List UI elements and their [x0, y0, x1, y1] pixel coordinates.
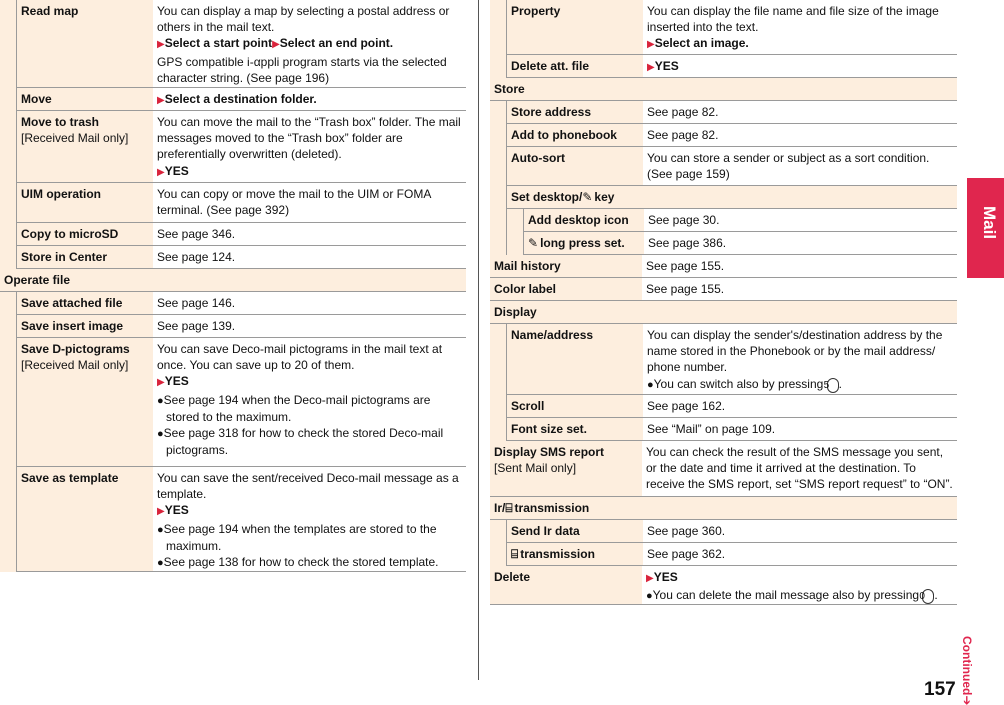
option-description	[643, 395, 957, 417]
option-label	[507, 395, 643, 417]
option-name: Name/address	[511, 328, 594, 342]
option-label	[507, 324, 643, 394]
option-label	[507, 520, 643, 542]
bullet-text: You can switch also by pressing	[653, 376, 824, 391]
action-text: YES	[653, 570, 678, 584]
bullet-icon: ●	[646, 590, 653, 603]
section-set-desktop	[507, 186, 957, 209]
table-row	[507, 124, 957, 147]
option-note: [Received Mail only]	[21, 131, 129, 146]
option-label	[507, 124, 643, 146]
description-text: You can save the sent/received Deco-mail message as a template.	[157, 471, 459, 502]
table-row	[490, 278, 957, 301]
option-description	[642, 566, 957, 604]
option-label	[17, 292, 153, 314]
option-description	[153, 88, 466, 110]
option-description	[643, 324, 957, 394]
option-description	[643, 55, 957, 77]
bullet-icon: ●	[157, 428, 164, 441]
option-description	[643, 101, 957, 123]
option-name: Move	[21, 92, 52, 106]
action-text: YES	[164, 163, 189, 178]
description-text: See page 139.	[157, 319, 236, 333]
description-text: See page 360.	[647, 524, 726, 538]
option-description	[644, 209, 957, 231]
option-name: Property	[511, 4, 561, 18]
description-text: See page 82.	[647, 128, 719, 142]
option-label	[507, 101, 643, 123]
section-title: Display	[494, 305, 537, 319]
bullet-text: You can delete the mail message also by pressing	[652, 588, 920, 603]
table-row	[17, 183, 466, 223]
group-rows	[507, 520, 957, 566]
option-name: UIM operation	[21, 187, 101, 201]
group-indent	[0, 292, 17, 572]
infrared-icon: ⌸	[505, 501, 513, 515]
action-step	[157, 373, 462, 391]
table-row	[490, 566, 957, 605]
option-group	[0, 292, 466, 572]
action-step	[647, 58, 953, 76]
description-text: You can save Deco-mail pictograms in the mail text at once. You can save up to 20 of them.	[157, 342, 443, 373]
option-name: Scroll	[511, 399, 545, 413]
option-description	[153, 0, 466, 87]
group-rows	[507, 101, 957, 255]
option-name: Auto-sort	[511, 151, 565, 165]
group-rows	[17, 0, 466, 269]
option-group	[490, 324, 957, 441]
triangle-icon: ▶	[157, 39, 165, 51]
triangle-icon: ▶	[157, 506, 165, 518]
option-note: [Sent Mail only]	[494, 461, 577, 476]
group-rows	[17, 292, 466, 572]
section-title-suffix: key	[594, 190, 615, 204]
description-text: See page 162.	[647, 399, 726, 413]
option-name: Save insert image	[21, 319, 124, 333]
option-name: Store in Center	[21, 250, 108, 264]
bullet-icon: ●	[157, 394, 164, 407]
option-label	[17, 0, 153, 87]
description-text: See page 30.	[648, 213, 720, 227]
option-label	[524, 209, 644, 231]
key-icon: 5	[827, 378, 839, 393]
table-row	[490, 441, 957, 497]
bullet-note	[157, 554, 462, 571]
table-row	[507, 147, 957, 186]
group-indent	[0, 0, 17, 269]
table-row	[17, 0, 466, 88]
option-description	[643, 147, 957, 185]
option-name: Color label	[494, 282, 557, 296]
table-row	[17, 246, 466, 269]
action-text: YES	[654, 59, 679, 73]
continued-text: Continued	[960, 636, 974, 696]
table-row	[524, 232, 957, 255]
description-text: See page 146.	[157, 296, 236, 310]
description-text: You can display the sender's/destination address by the name stored in the Phonebook or by the mail address/ phone number.	[647, 328, 943, 375]
column-divider	[478, 0, 479, 680]
store-group	[490, 101, 957, 255]
option-name: Read map	[21, 4, 79, 18]
option-label	[507, 0, 643, 54]
description-text: GPS compatible i-αppli program starts via the selected character string. (See page 196)	[157, 54, 447, 85]
bullet-note	[157, 425, 462, 458]
option-description	[643, 0, 957, 54]
left-column	[0, 0, 466, 572]
option-label	[524, 232, 644, 254]
option-description	[644, 232, 957, 254]
bullet-icon: ●	[157, 523, 164, 536]
triangle-icon: ▶	[646, 573, 654, 584]
option-description	[642, 441, 957, 496]
table-row	[17, 223, 466, 246]
option-name: Move to trash	[21, 115, 100, 129]
option-description	[153, 223, 466, 245]
description-text: See page 82.	[647, 105, 719, 119]
table-row	[17, 111, 466, 183]
page-number: 157	[924, 679, 956, 700]
option-description	[643, 124, 957, 146]
option-name: Display SMS report	[494, 445, 605, 459]
option-label	[507, 147, 643, 185]
triangle-icon: ▶	[272, 39, 280, 51]
action-step	[647, 35, 953, 53]
bullet-text: See page 194 when the Deco-mail pictograms are stored to the maximum.	[163, 392, 431, 424]
triangle-icon: ▶	[647, 62, 655, 73]
table-row	[507, 0, 957, 55]
option-label	[17, 315, 153, 337]
option-name: long press set.	[540, 236, 625, 250]
option-label	[17, 467, 153, 571]
triangle-icon: ▶	[647, 39, 655, 51]
description-text: You can move the mail to the “Trash box” folder. The mail messages moved to the “Trash box” folder are preferentially overwritten (deleted).	[157, 115, 461, 162]
option-description	[642, 278, 957, 300]
option-name: Delete att. file	[511, 59, 590, 73]
option-name: Mail history	[494, 259, 561, 273]
option-name: Send Ir data	[511, 524, 580, 538]
group-indent	[490, 324, 507, 441]
triangle-icon: ▶	[157, 95, 165, 106]
option-name: Save D-pictograms	[21, 342, 130, 356]
triangle-icon: ▶	[157, 166, 165, 178]
bullet-icon: ●	[157, 557, 164, 570]
description-text: You can store a sender or subject as a sort condition. (See page 159)	[647, 151, 930, 182]
section-display	[490, 301, 957, 324]
description-text: You can copy or move the mail to the UIM or FOMA terminal. (See page 392)	[157, 187, 431, 218]
arrow-icon: ➔	[960, 695, 974, 705]
option-name: Copy to microSD	[21, 227, 119, 241]
section-operate-file	[0, 269, 466, 292]
option-group	[490, 520, 957, 566]
table-row	[490, 255, 957, 278]
option-description	[642, 255, 957, 277]
description-text: See page 155.	[646, 282, 725, 296]
group-rows	[507, 324, 957, 441]
section-ir-transmission	[490, 497, 957, 520]
pen-key-icon: ✎	[582, 190, 593, 204]
option-name: Store address	[511, 105, 592, 119]
section-title: Store	[494, 82, 525, 96]
option-name: Font size set.	[511, 422, 588, 436]
option-label	[490, 255, 642, 277]
table-row	[17, 467, 466, 572]
bullet-text: See page 138 for how to check the stored template.	[163, 555, 439, 570]
table-row	[524, 209, 957, 232]
action-text: Select an end point.	[279, 36, 394, 51]
option-label	[17, 223, 153, 245]
group-indent	[490, 101, 507, 255]
table-row	[507, 324, 957, 395]
description-text: You can check the result of the SMS message you sent, or the date and time it arrived at the destination. To receive the SMS report, set “SMS report request” to “ON”.	[646, 445, 953, 492]
action-step	[157, 91, 462, 109]
option-label	[490, 566, 642, 604]
right-column	[490, 0, 957, 605]
group-indent	[507, 209, 524, 255]
description-text: See “Mail” on page 109.	[647, 422, 776, 436]
option-label	[17, 88, 153, 110]
section-title: Ir/	[494, 501, 506, 515]
action-text: YES	[164, 503, 189, 518]
description-text: See page 346.	[157, 227, 236, 241]
table-row	[17, 88, 466, 111]
action-text: Select a start point	[164, 36, 273, 51]
option-description	[153, 315, 466, 337]
action-step	[157, 35, 462, 53]
table-row	[507, 418, 957, 441]
continued-label	[960, 636, 974, 705]
option-description	[643, 418, 957, 440]
option-label	[17, 338, 153, 466]
option-description	[153, 246, 466, 268]
section-title: Operate file	[4, 273, 71, 287]
option-name: Save attached file	[21, 296, 123, 310]
table-row	[507, 543, 957, 566]
pen-key-icon: ✎	[528, 236, 539, 250]
section-store	[490, 78, 957, 101]
option-label	[17, 246, 153, 268]
option-name: Save as template	[21, 471, 119, 485]
infrared-icon: ⌸	[511, 547, 519, 561]
section-tab-label: Mail	[980, 206, 999, 240]
option-description	[643, 543, 957, 565]
desktop-group	[507, 209, 957, 255]
group-indent	[490, 0, 507, 78]
triangle-icon: ▶	[157, 377, 165, 389]
table-row	[17, 292, 466, 315]
description-text: See page 386.	[648, 236, 727, 250]
table-row	[507, 55, 957, 78]
bullet-text: See page 194 when the templates are stored to the maximum.	[163, 521, 437, 553]
option-group	[490, 0, 957, 78]
option-name: Add desktop icon	[528, 213, 629, 227]
action-step	[157, 163, 462, 181]
description-text: You can display the file name and file size of the image inserted into the text.	[647, 4, 939, 35]
option-label	[17, 111, 153, 182]
bullet-note: ●You can delete the mail message also by pressing 0 .	[646, 588, 938, 603]
table-row	[507, 101, 957, 124]
option-label	[490, 278, 642, 300]
option-name: Add to phonebook	[511, 128, 617, 142]
bullet-note: ●You can switch also by pressing 5 .	[647, 376, 842, 391]
option-group	[0, 0, 466, 269]
table-row	[507, 520, 957, 543]
action-text: YES	[164, 374, 189, 389]
bullet-note	[157, 392, 462, 425]
key-icon: 0	[922, 589, 934, 604]
section-title: Set desktop/	[511, 190, 583, 204]
action-step	[157, 502, 462, 520]
table-row	[17, 338, 466, 467]
option-label	[507, 55, 643, 77]
option-label	[17, 183, 153, 222]
bullet-icon: ●	[647, 378, 654, 391]
action-text: Select a destination folder.	[164, 92, 317, 106]
option-label	[507, 418, 643, 440]
option-description	[153, 111, 466, 182]
group-indent	[490, 520, 507, 566]
table-row	[507, 395, 957, 418]
group-rows	[507, 0, 957, 78]
description-text: You can display a map by selecting a postal address or others in the mail text.	[157, 4, 450, 35]
option-description	[153, 292, 466, 314]
bullet-text: See page 318 for how to check the stored Deco-mail pictograms.	[163, 426, 444, 458]
action-text: Select an image.	[654, 36, 749, 51]
table-row	[17, 315, 466, 338]
option-name: Delete	[494, 570, 531, 584]
option-description	[643, 520, 957, 542]
group-rows	[524, 209, 957, 255]
option-name: transmission	[520, 547, 595, 561]
option-note: [Received Mail only]	[21, 358, 129, 373]
option-description	[153, 338, 466, 466]
option-label	[490, 441, 642, 496]
option-description	[153, 467, 466, 571]
action-step	[646, 569, 953, 587]
description-text: See page 155.	[646, 259, 725, 273]
description-text: See page 362.	[647, 547, 726, 561]
section-title-suffix: transmission	[514, 501, 590, 515]
option-description	[153, 183, 466, 222]
bullet-note	[157, 521, 462, 554]
option-label	[507, 543, 643, 565]
description-text: See page 124.	[157, 250, 236, 264]
